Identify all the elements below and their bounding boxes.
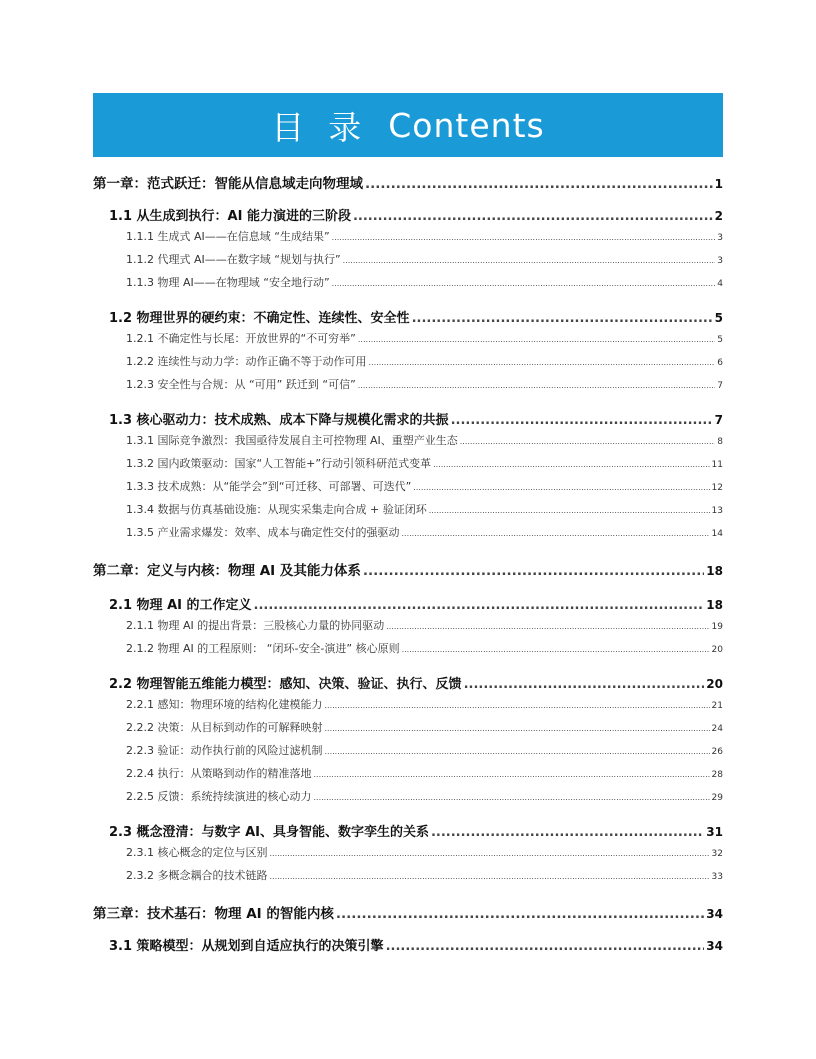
toc-dot-leader	[365, 176, 713, 192]
toc-page-number: 34	[706, 907, 723, 921]
toc-subsection-entry[interactable]	[93, 788, 723, 804]
toc-dot-leader	[353, 209, 713, 224]
toc-entry-title: 2.3.2 多概念耦合的技术链路	[126, 869, 268, 882]
toc-dot-leader	[429, 506, 710, 515]
toc-section-entry[interactable]	[93, 821, 723, 840]
toc-subsection-entry[interactable]	[93, 376, 723, 392]
toc-dot-leader	[324, 701, 709, 710]
toc-entry-title: 1.1.2 代理式 AI——在数字域 “规划与执行”	[126, 253, 341, 266]
toc-page-number: 21	[711, 701, 723, 711]
toc-subsection-entry[interactable]	[93, 524, 723, 540]
toc-dot-leader	[332, 279, 716, 288]
toc-entry-title: 1.1 从生成到执行：AI 能力演进的三阶段	[109, 209, 351, 224]
toc-page-number: 20	[711, 645, 723, 655]
toc-dot-leader	[254, 598, 705, 613]
toc-subsection-entry[interactable]	[93, 455, 723, 471]
toc-dot-leader	[464, 677, 705, 692]
toc-subsection-entry[interactable]	[93, 742, 723, 758]
toc-dot-leader	[358, 381, 715, 390]
toc-subsection-entry[interactable]	[93, 478, 723, 494]
toc-dot-leader	[412, 311, 713, 326]
toc-entry-title: 1.1.1 生成式 AI——在信息域 “生成结果”	[126, 230, 330, 243]
toc-page-number: 14	[711, 529, 723, 539]
toc-page-number: 7	[714, 413, 723, 427]
toc-subsection-entry[interactable]	[93, 719, 723, 735]
toc-subsection-entry[interactable]	[93, 765, 723, 781]
toc-dot-leader	[363, 563, 704, 579]
toc-section-entry[interactable]	[93, 307, 723, 326]
toc-dot-leader	[332, 233, 716, 242]
toc-dot-leader	[431, 825, 704, 840]
toc-entry-title: 第三章：技术基石：物理 AI 的智能内核	[93, 906, 334, 922]
toc-entry-title: 1.3.1 国际竞争激烈：我国亟待发展自主可控物理 AI、重塑产业生态	[126, 434, 458, 447]
toc-page-number: 33	[711, 872, 723, 882]
toc-subsection-entry[interactable]	[93, 501, 723, 517]
toc-entry-title: 3.1 策略模型：从规划到自适应执行的决策引擎	[109, 939, 384, 954]
toc-entry-title: 2.3.1 核心概念的定位与区别	[126, 846, 268, 859]
toc-entry-title: 2.2.3 验证：动作执行前的风险过滤机制	[126, 744, 323, 757]
toc-dot-leader	[313, 793, 709, 802]
toc-page-number: 34	[706, 939, 723, 953]
toc-page-number: 31	[706, 825, 723, 839]
toc-page-number: 32	[711, 849, 723, 859]
toc-page-number: 12	[711, 483, 723, 493]
toc-dot-leader	[401, 529, 709, 538]
toc-dot-leader	[324, 724, 709, 733]
toc-page-number: 18	[706, 598, 723, 612]
toc-entry-title: 1.1.3 物理 AI——在物理域 “安全地行动”	[126, 276, 330, 289]
toc-page-number: 6	[717, 358, 723, 368]
toc-dot-leader	[358, 335, 715, 344]
toc-entry-title: 第二章：定义与内核：物理 AI 及其能力体系	[93, 563, 361, 579]
toc-subsection-entry[interactable]	[93, 844, 723, 860]
toc-page-number: 3	[717, 233, 723, 243]
toc-chapter-entry[interactable]	[93, 172, 723, 192]
toc-entry-title: 1.3.4 数据与仿真基础设施：从现实采集走向合成 + 验证闭环	[126, 503, 427, 516]
toc-entry-title: 第一章：范式跃迁：智能从信息域走向物理域	[93, 176, 363, 192]
toc-page-number: 26	[711, 747, 723, 757]
toc-page-number: 2	[714, 209, 723, 223]
toc-entry-title: 1.2.1 不确定性与长尾：开放世界的“不可穷举”	[126, 332, 356, 345]
toc-subsection-entry[interactable]	[93, 274, 723, 290]
toc-subsection-entry[interactable]	[93, 617, 723, 633]
toc-dot-leader	[313, 770, 709, 779]
toc-dot-leader	[343, 256, 716, 265]
toc-subsection-entry[interactable]	[93, 640, 723, 656]
toc-dot-leader	[336, 906, 704, 922]
toc-section-entry[interactable]	[93, 205, 723, 224]
toc-page-number: 13	[711, 506, 723, 516]
toc-page-number: 5	[714, 311, 723, 325]
toc-dot-leader	[270, 872, 710, 881]
toc-dot-leader	[402, 645, 710, 654]
toc-entry-title: 2.2 物理智能五维能力模型：感知、决策、验证、执行、反馈	[109, 677, 462, 692]
toc-subsection-entry[interactable]	[93, 353, 723, 369]
toc-entry-title: 2.2.2 决策：从目标到动作的可解释映射	[126, 721, 323, 734]
toc-dot-leader	[324, 747, 709, 756]
toc-entry-title: 1.3.5 产业需求爆发：效率、成本与确定性交付的强驱动	[126, 526, 400, 539]
toc-dot-leader	[368, 358, 715, 367]
toc-page-number: 19	[711, 622, 723, 632]
toc-page-number: 11	[711, 460, 723, 470]
toc-dot-leader	[270, 849, 710, 858]
toc-dot-leader	[460, 437, 716, 446]
toc-subsection-entry[interactable]	[93, 867, 723, 883]
toc-chapter-entry[interactable]	[93, 902, 723, 922]
toc-entry-title: 1.2.3 安全性与合规：从 “可用” 跃迁到 “可信”	[126, 378, 356, 391]
toc-section-entry[interactable]	[93, 673, 723, 692]
toc-subsection-entry[interactable]	[93, 432, 723, 448]
toc-chapter-entry[interactable]	[93, 559, 723, 579]
toc-page-number: 20	[706, 677, 723, 691]
toc-section-entry[interactable]	[93, 409, 723, 428]
toc-subsection-entry[interactable]	[93, 251, 723, 267]
toc-page-number: 7	[717, 381, 723, 391]
toc-dot-leader	[433, 460, 709, 469]
toc-header	[93, 93, 723, 157]
toc-entry-title: 2.1.2 物理 AI 的工程原则： “闭环-安全-演进” 核心原则	[126, 642, 400, 655]
toc-page-number: 28	[711, 770, 723, 780]
toc-entry-title: 2.1.1 物理 AI 的提出背景：三股核心力量的协同驱动	[126, 619, 385, 632]
toc-section-entry[interactable]	[93, 935, 723, 954]
toc-page-number: 4	[717, 279, 723, 289]
toc-page-number: 29	[711, 793, 723, 803]
toc-subsection-entry[interactable]	[93, 696, 723, 712]
toc-dot-leader	[451, 413, 713, 428]
toc-page-number: 5	[717, 335, 723, 345]
toc-subsection-entry[interactable]	[93, 330, 723, 346]
toc-page-number: 3	[717, 256, 723, 266]
toc-subsection-entry[interactable]	[93, 228, 723, 244]
toc-entry-title: 2.2.5 反馈：系统持续演进的核心动力	[126, 790, 312, 803]
toc-entry-title: 2.3 概念澄清：与数字 AI、具身智能、数字孪生的关系	[109, 825, 429, 840]
toc-page-number: 8	[717, 437, 723, 447]
toc-dot-leader	[386, 939, 705, 954]
toc-dot-leader	[386, 622, 709, 631]
toc-entry-title: 1.2 物理世界的硬约束：不确定性、连续性、安全性	[109, 311, 410, 326]
toc-page-number: 1	[714, 177, 723, 191]
toc-dot-leader	[413, 483, 709, 492]
toc-entry-title: 1.3.3 技术成熟：从“能学会”到“可迁移、可部署、可迭代”	[126, 480, 412, 493]
toc-title-cn: 目 录	[271, 107, 363, 147]
toc-entry-title: 2.1 物理 AI 的工作定义	[109, 598, 252, 613]
toc-section-entry[interactable]	[93, 594, 723, 613]
toc-page-number: 18	[706, 564, 723, 578]
toc-page-number: 24	[711, 724, 723, 734]
toc-entry-title: 2.2.1 感知：物理环境的结构化建模能力	[126, 698, 323, 711]
toc-entry-title: 1.3 核心驱动力：技术成熟、成本下降与规模化需求的共振	[109, 413, 449, 428]
toc-entry-title: 1.3.2 国内政策驱动：国家“人工智能+”行动引领科研范式变革	[126, 457, 432, 470]
toc-entry-title: 1.2.2 连续性与动力学：动作正确不等于动作可用	[126, 355, 367, 368]
toc-entry-title: 2.2.4 执行：从策略到动作的精准落地	[126, 767, 312, 780]
toc-title-en: Contents	[388, 105, 545, 145]
